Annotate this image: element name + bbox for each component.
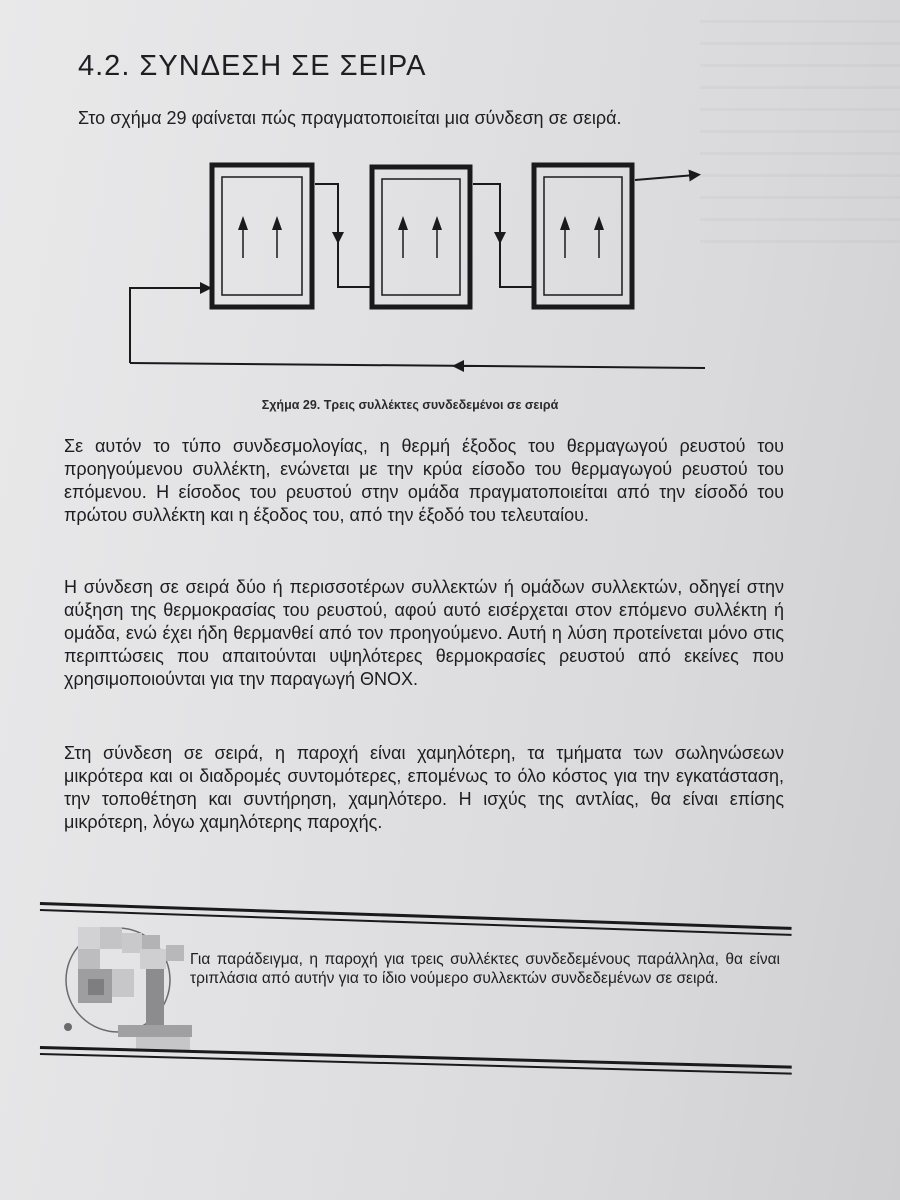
- return-pipe-icon: [130, 363, 705, 368]
- solar-collector-icon: [534, 165, 632, 307]
- series-connection-diagram: [120, 150, 720, 390]
- bleed-through-text: [700, 20, 900, 260]
- paragraph: Σε αυτόν το τύπο συνδεσμολογίας, η θερμή έξοδος του θερμαγωγού ρευστού του προηγούμενου συλλέκτη, ενώνεται με την κρύα είσοδο του θερμαγωγού ρευστού του επόμενου. Η είσοδος του ρευστού στην ομάδα πραγματοποιείται από την είσοδό του πρώτου συλλέκτη και η έξοδος του, από την έξοδό του τελευταίου.: [64, 436, 784, 525]
- solar-collector-icon: [372, 167, 470, 307]
- paragraph: Στη σύνδεση σε σειρά, η παροχή είναι χαμηλότερη, τα τμήματα των σωληνώσεων μικρότερα και οι διαδρομές συντομότερες, επομένως το όλο κόστος για την εγκατάσταση, την τοποθέτηση και συντήρηση, χαμηλότερο. Η ισχύς της αντλίας, θα είναι επίσης μικρότερη, λόγω χαμηλότερης παροχής.: [64, 743, 784, 832]
- flow-arrow-icon: [130, 175, 695, 363]
- solar-collector-icon: [212, 165, 312, 307]
- example-note: Για παράδειγμα, η παροχή για τρεις συλλέκτες συνδεδεμένους παράλληλα, θα είναι τριπλάσια από αυτήν για το ίδιο νούμερο συλλεκτών συνδεδεμένων σε σειρά.: [190, 951, 780, 987]
- pixelated-note-icon: [48, 925, 198, 1065]
- intro-sentence: Στο σχήμα 29 φαίνεται πώς πραγματοποιείται μια σύνδεση σε σειρά.: [78, 108, 622, 128]
- figure-caption: Σχήμα 29. Τρεις συλλέκτες συνδεδεμένοι σε σειρά: [261, 398, 559, 412]
- paragraph: Η σύνδεση σε σειρά δύο ή περισσοτέρων συλλεκτών ή ομάδων συλλεκτών, οδηγεί στην αύξηση της θερμοκρασίας του ρευστού, αφού αυτό εισέρχεται στον επόμενο συλλέκτη ή ομάδα, ενώ έχει ήδη θερμανθεί από τον προηγούμενο. Αυτή η λύση προτείνεται μόνο στις περιπτώσεις που απαιτούνται υψηλότερες θερμοκρασίες ρευστού από εκείνες που χρησιμοποιούνται για την παραγωγή ΘΝΟΧ.: [64, 577, 784, 689]
- section-title: 4.2. ΣΥΝΔΕΣΗ ΣΕ ΣΕΙΡΑ: [78, 50, 427, 82]
